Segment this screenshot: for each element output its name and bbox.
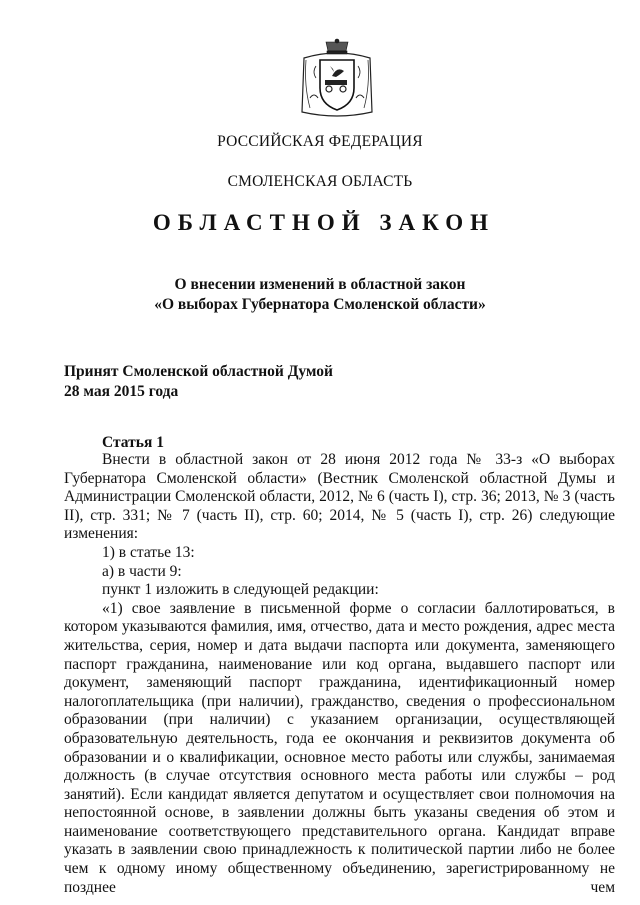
article-paragraph: Внести в областной закон от 28 июня 2012 года № 33-з «О выборах Губернатора Смоленской области» (Вестник Смоленской областной Думы и Администрации Смоленской области, 2012, № 6 (часть I), стр. 36; 2013, № 3 (часть II), стр. 331; № 7 (часть II), стр. 60; 2014, № 5 (часть I), стр. 26) следующие изменения: <box>64 451 615 543</box>
smolensk-coat-of-arms-icon <box>296 38 378 120</box>
law-subject-line-2: «О выборах Губернатора Смоленской области» <box>154 296 486 313</box>
article-paragraph: «1) свое заявление в письменной форме о согласии баллотироваться, в котором указываются фамилия, имя, отчество, дата и место рождения, адрес места жительства, серия, номер и дата выдачи паспорта или документа, заменяющего паспорт гражданина, наименование или код органа, выдавшего паспорт или документ, заменяющий паспорт гражданина, идентификационный номер налогоплательщика (при наличии), гражданство, сведения о профессиональном образовании (при наличии) с указанием организации, осуществляющей образовательную деятельность, года ее окончания и реквизитов документа об образовании и о квалификации, основное место работы или службы, занимаемая должность (в случае отсутствия основного места работы или службы – род занятий). Если кандидат является депутатом и осуществляет свои полномочия на непостоянной основе, в заявлении должны быть указаны сведения об этом и наименование соответствующего представительного органа. Кандидат вправе указать в заявлении свою принадлежность к политической партии либо не более чем к одному иному общественному объединению, зарегистрированному не позднее чем <box>64 599 615 896</box>
region-name: СМОЛЕНСКАЯ ОБЛАСТЬ <box>227 173 413 190</box>
adoption-info <box>64 362 333 402</box>
adoption-body: Принят Смоленской областной Думой <box>64 363 333 380</box>
law-subject-line-1: О внесении изменений в областной закон <box>174 276 466 293</box>
adoption-date: 28 мая 2015 года <box>64 383 179 400</box>
law-subject <box>0 275 640 315</box>
country-name: РОССИЙСКАЯ ФЕДЕРАЦИЯ <box>217 133 423 150</box>
article-title: Статья 1 <box>102 434 164 451</box>
document-type-title: ОБЛАСТНОЙ ЗАКОН <box>152 210 496 235</box>
article-paragraph: а) в части 9: <box>102 562 182 580</box>
article-paragraph: 1) в статье 13: <box>102 543 195 561</box>
article-body <box>64 451 615 897</box>
article-paragraph: пункт 1 изложить в следующей редакции: <box>102 581 379 599</box>
